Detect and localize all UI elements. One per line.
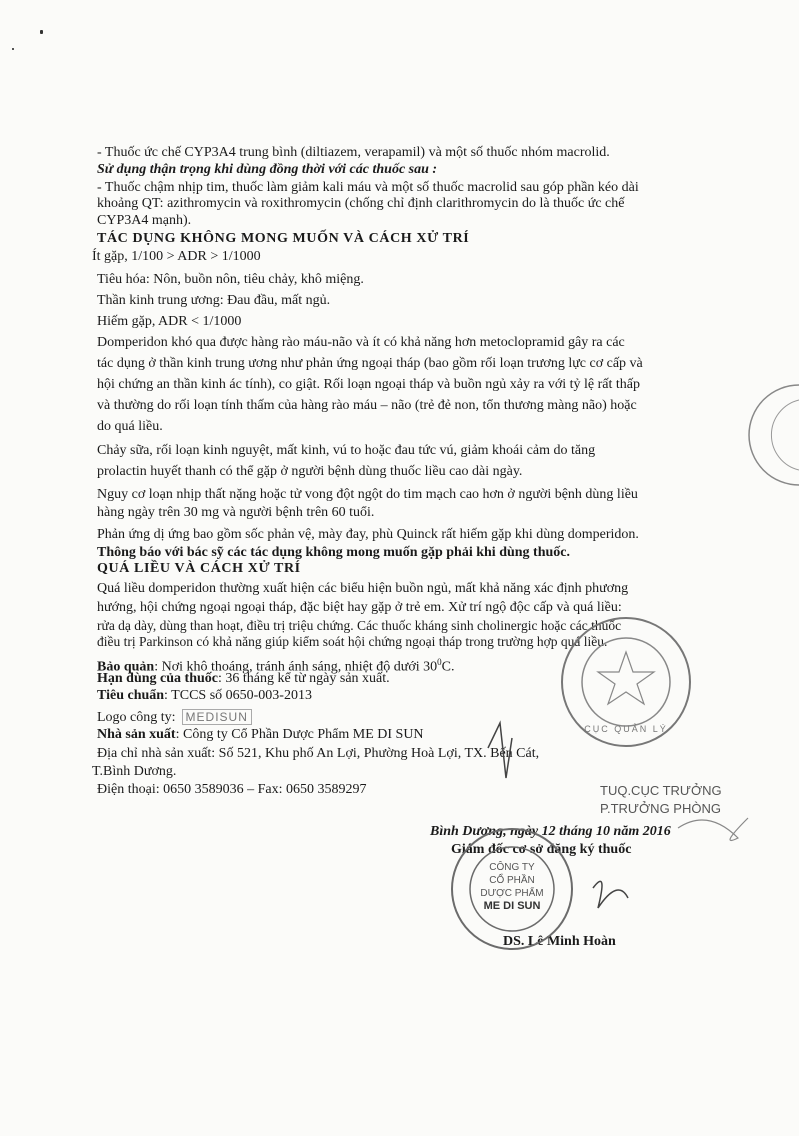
address-line-2: T.Bình Dương.: [92, 764, 177, 779]
text-line: điều trị Parkinson có khả năng giúp kiểm soát hội chứng ngoại tháp trong trường hợp quá liều.: [97, 634, 608, 649]
edge-seal-fragment: [730, 380, 799, 490]
storage-label: Bảo quản: [97, 659, 155, 675]
manufacturer-line: [97, 727, 424, 743]
approval-line-2: P.TRƯỞNG PHÒNG: [600, 801, 721, 816]
scan-speck: [12, 48, 14, 50]
text-line: tác dụng ở thần kinh trung ương như phản ứng ngoại tháp (bao gồm rối loạn trương lực cơ cấp và: [97, 356, 643, 371]
section-subheading: Sử dụng thận trọng khi dùng đồng thời với các thuốc sau :: [97, 162, 438, 177]
text-line: Thần kinh trung ương: Đau đầu, mất ngủ.: [97, 293, 331, 308]
stamp-line-1: CÔNG TY: [489, 862, 535, 873]
text-line: và thường do rối loạn tính thấm của hàng rào máu – não (trẻ đẻ non, tổn thương màng não) hoặc: [97, 398, 637, 413]
signature-scribble-icon: [478, 718, 778, 958]
text-line: do quá liều.: [97, 419, 163, 434]
text-line: Nguy cơ loạn nhịp thất nặng hoặc tử vong đột ngột do tim mạch cao hơn ở người bệnh dùng liều: [97, 487, 638, 502]
edge-seal-arc-icon: [730, 380, 799, 490]
shelf-life-line: [97, 671, 390, 687]
text-line: rửa dạ dày, dùng than hoạt, điều trị triệu chứng. Các thuốc kháng sinh cholinergic hoặc các thuốc: [97, 618, 622, 633]
signature-title: Giám đốc cơ sở đăng ký thuốc: [451, 842, 632, 857]
logo-line: [97, 709, 252, 726]
section-heading-adverse: TÁC DỤNG KHÔNG MONG MUỐN VÀ CÁCH XỬ TRÍ: [97, 231, 470, 246]
storage-unit: C.: [441, 659, 455, 675]
manufacturer-label: Nhà sản xuất: [97, 727, 176, 742]
section-heading-overdose: QUÁ LIỀU VÀ CÁCH XỬ TRÍ: [97, 561, 301, 576]
text-line: Phản ứng dị ứng bao gồm sốc phản vệ, mày đay, phù Quinck rất hiếm gặp khi dùng domperidon.: [97, 527, 639, 542]
text-line: hướng, hội chứng ngoại ngoại tháp, đặc biệt hay gặp ở trẻ em. Xử trí ngộ độc cấp và quá liều:: [97, 600, 622, 615]
text-line: Domperidon khó qua được hàng rào máu-não và ít có khả năng hơn metoclopramid gây ra các: [97, 335, 625, 350]
address-line: Địa chỉ nhà sản xuất: Số 521, Khu phố An Lợi, Phường Hoà Lợi, TX. Bến Cát,: [97, 746, 540, 761]
notice-line: Thông báo với bác sỹ các tác dụng không mong muốn gặp phải khi dùng thuốc.: [97, 545, 571, 560]
signature-date: Bình Dương, ngày 12 tháng 10 năm 2016: [430, 824, 671, 839]
standard-line: [97, 688, 312, 704]
text-line: Tiêu hóa: Nôn, buồn nôn, tiêu chảy, khô miệng.: [97, 272, 364, 287]
stamp-line-3: DƯỢC PHẨM: [480, 888, 544, 899]
seal-text: CỤC QUẢN LÝ: [584, 724, 668, 734]
shelf-value: : 36 tháng kể từ ngày sản xuất.: [217, 671, 390, 686]
standard-label: Tiêu chuẩn: [97, 688, 165, 703]
company-logo: MEDISUN: [182, 709, 252, 725]
text-line: Ít gặp, 1/100 > ADR > 1/1000: [92, 249, 261, 264]
scan-speck: [40, 30, 43, 34]
text-line: Quá liều domperidon thường xuất hiện các biểu hiện buồn ngủ, mất khả năng xác định phương: [97, 581, 629, 596]
manufacturer-value: : Công ty Cổ Phần Dược Phẩm ME DI SUN: [175, 727, 424, 742]
text-line: khoảng QT: azithromycin và roxithromycin (chống chỉ định clarithromycin do là thuốc ức chế: [97, 196, 625, 211]
text-line: prolactin huyết thanh có thể gặp ở người bệnh dùng thuốc liều cao dài ngày.: [97, 464, 523, 479]
shelf-label: Hạn dùng của thuốc: [97, 671, 218, 686]
storage-degree: 0: [437, 657, 442, 667]
phone-line: Điện thoại: 0650 3589036 – Fax: 0650 3589297: [97, 782, 367, 797]
logo-label: Logo công ty:: [97, 710, 176, 725]
storage-value: : Nơi khô thoáng, tránh ánh sáng, nhiệt độ dưới 30: [154, 659, 438, 675]
text-line: hàng ngày trên 30 mg và người bệnh trên 60 tuổi.: [97, 505, 375, 520]
standard-value: : TCCS số 0650-003-2013: [164, 688, 312, 703]
text-line: Chảy sữa, rối loạn kinh nguyệt, mất kinh, vú to hoặc đau tức vú, giảm khoái cảm do tăng: [97, 443, 596, 458]
text-line: hội chứng an thần kinh ác tính), co giật. Rối loạn ngoại tháp và buồn ngủ xảy ra với tỷ lệ rất thấp: [97, 377, 640, 392]
text-line: - Thuốc ức chế CYP3A4 trung bình (diltiazem, verapamil) và một số thuốc nhóm macrolid.: [97, 145, 610, 160]
signatory-name: DS. Lê Minh Hoàn: [503, 934, 616, 949]
text-line: Hiếm gặp, ADR < 1/1000: [97, 314, 242, 329]
text-line: CYP3A4 mạnh).: [97, 213, 192, 228]
stamp-line-4: ME DI SUN: [483, 900, 541, 912]
text-line: - Thuốc chậm nhịp tim, thuốc làm giảm kali máu và một số thuốc macrolid sau góp phần kéo dài: [97, 180, 639, 195]
stamp-line-2: CỔ PHẦN: [489, 875, 535, 886]
approval-line-1: TUQ.CỤC TRƯỞNG: [600, 783, 722, 798]
